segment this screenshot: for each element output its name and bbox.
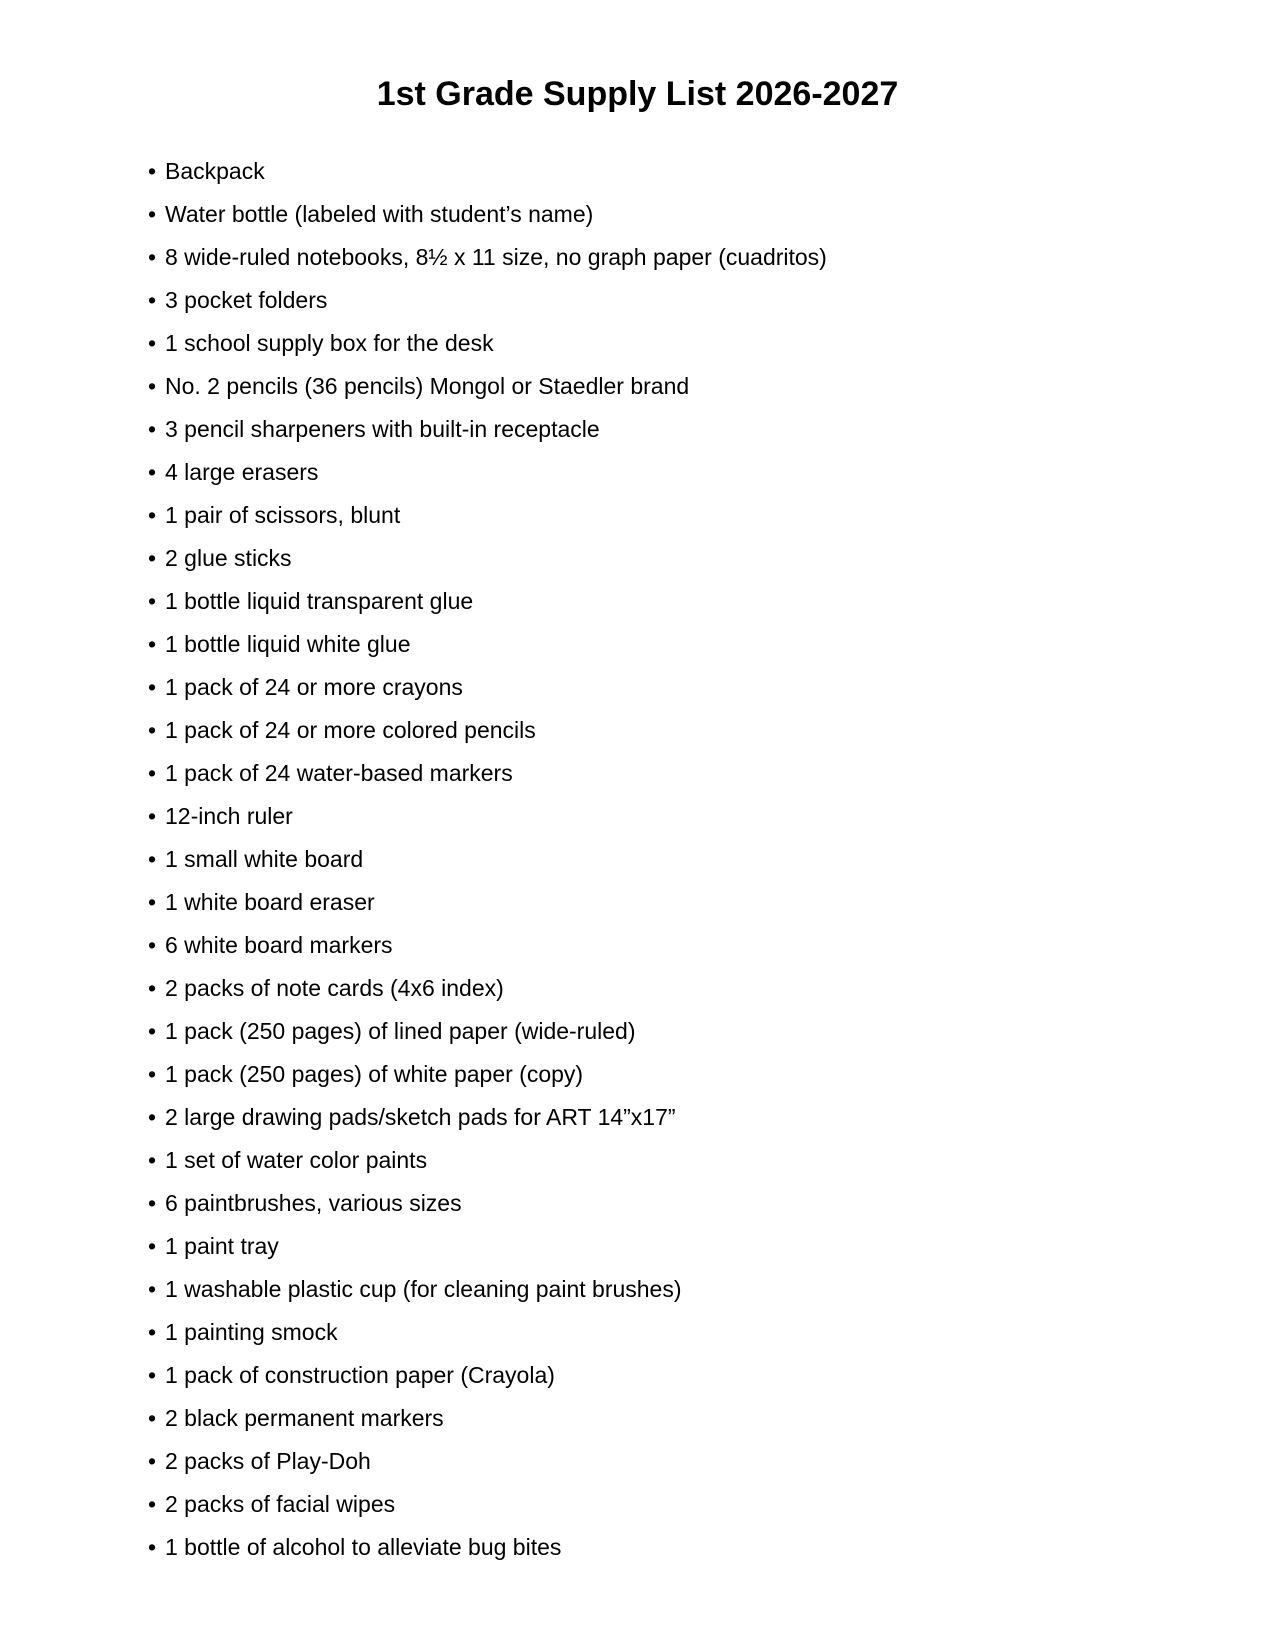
list-item-text: 6 paintbrushes, various sizes [165, 1190, 462, 1216]
list-item [148, 451, 827, 494]
list-item-text: 1 bottle liquid transparent glue [165, 588, 474, 614]
list-item-text: 2 black permanent markers [165, 1405, 444, 1431]
bullet-icon: • [148, 932, 157, 958]
list-item-text: 1 small white board [165, 846, 364, 872]
list-item [148, 795, 827, 838]
list-item-text: 1 pack of 24 or more colored pencils [165, 717, 536, 743]
bullet-icon: • [148, 287, 157, 313]
list-item-text: 1 washable plastic cup (for cleaning paint brushes) [165, 1276, 682, 1302]
list-item-text: Water bottle (labeled with student’s name) [165, 201, 594, 227]
list-item-text: 12-inch ruler [165, 803, 293, 829]
list-item [148, 1225, 827, 1268]
bullet-icon: • [148, 674, 157, 700]
list-item [148, 709, 827, 752]
bullet-icon: • [148, 1362, 157, 1388]
list-item [148, 752, 827, 795]
list-item-text: 1 pack (250 pages) of lined paper (wide-ruled) [165, 1018, 636, 1044]
list-item-text: 1 pack of 24 or more crayons [165, 674, 463, 700]
bullet-icon: • [148, 459, 157, 485]
bullet-icon: • [148, 803, 157, 829]
list-item [148, 1397, 827, 1440]
list-item [148, 279, 827, 322]
bullet-icon: • [148, 975, 157, 1001]
bullet-icon: • [148, 889, 157, 915]
supply-list [148, 150, 827, 1569]
bullet-icon: • [148, 1061, 157, 1087]
list-item [148, 150, 827, 193]
bullet-icon: • [148, 201, 157, 227]
list-item [148, 1010, 827, 1053]
list-item [148, 1096, 827, 1139]
list-item [148, 967, 827, 1010]
list-item [148, 1268, 827, 1311]
list-item [148, 924, 827, 967]
list-item [148, 1354, 827, 1397]
list-item [148, 1053, 827, 1096]
list-item [148, 537, 827, 580]
bullet-icon: • [148, 244, 157, 270]
bullet-icon: • [148, 1319, 157, 1345]
list-item-text: 3 pencil sharpeners with built-in receptacle [165, 416, 600, 442]
list-item-text: 1 pack of 24 water-based markers [165, 760, 513, 786]
list-item [148, 236, 827, 279]
bullet-icon: • [148, 1491, 157, 1517]
bullet-icon: • [148, 1018, 157, 1044]
list-item [148, 1483, 827, 1526]
list-item [148, 838, 827, 881]
bullet-icon: • [148, 1448, 157, 1474]
list-item-text: 1 pack of construction paper (Crayola) [165, 1362, 555, 1388]
bullet-icon: • [148, 1276, 157, 1302]
bullet-icon: • [148, 1405, 157, 1431]
bullet-icon: • [148, 631, 157, 657]
list-item-text: Backpack [165, 158, 265, 184]
bullet-icon: • [148, 760, 157, 786]
list-item [148, 408, 827, 451]
list-item-text: 4 large erasers [165, 459, 319, 485]
list-item-text: 1 bottle liquid white glue [165, 631, 411, 657]
list-item-text: 1 set of water color paints [165, 1147, 428, 1173]
list-item-text: 1 pack (250 pages) of white paper (copy) [165, 1061, 584, 1087]
list-item-text: 1 paint tray [165, 1233, 279, 1259]
list-item-text: 2 packs of Play-Doh [165, 1448, 371, 1474]
list-item [148, 322, 827, 365]
bullet-icon: • [148, 717, 157, 743]
bullet-icon: • [148, 158, 157, 184]
list-item [148, 193, 827, 236]
list-item-text: 8 wide-ruled notebooks, 8½ x 11 size, no graph paper (cuadritos) [165, 244, 827, 270]
list-item [148, 1440, 827, 1483]
list-item-text: 1 bottle of alcohol to alleviate bug bites [165, 1534, 562, 1560]
list-item [148, 580, 827, 623]
list-item [148, 1139, 827, 1182]
bullet-icon: • [148, 846, 157, 872]
bullet-icon: • [148, 1104, 157, 1130]
list-item [148, 1182, 827, 1225]
list-item [148, 1311, 827, 1354]
list-item [148, 365, 827, 408]
list-item [148, 494, 827, 537]
list-item-text: 6 white board markers [165, 932, 393, 958]
list-item-text: 1 school supply box for the desk [165, 330, 494, 356]
list-item-text: 3 pocket folders [165, 287, 328, 313]
list-item-text: 2 large drawing pads/sketch pads for ART 14”x17” [165, 1104, 676, 1130]
list-item-text: 2 packs of note cards (4x6 index) [165, 975, 504, 1001]
bullet-icon: • [148, 1233, 157, 1259]
bullet-icon: • [148, 373, 157, 399]
bullet-icon: • [148, 416, 157, 442]
list-item-text: No. 2 pencils (36 pencils) Mongol or Staedler brand [165, 373, 690, 399]
list-item [148, 881, 827, 924]
list-item-text: 2 glue sticks [165, 545, 292, 571]
bullet-icon: • [148, 1534, 157, 1560]
bullet-icon: • [148, 545, 157, 571]
list-item-text: 2 packs of facial wipes [165, 1491, 396, 1517]
bullet-icon: • [148, 330, 157, 356]
bullet-icon: • [148, 588, 157, 614]
list-item-text: 1 white board eraser [165, 889, 375, 915]
list-item-text: 1 pair of scissors, blunt [165, 502, 401, 528]
bullet-icon: • [148, 1190, 157, 1216]
list-item [148, 666, 827, 709]
page-title: 1st Grade Supply List 2026-2027 [376, 75, 899, 113]
list-item [148, 623, 827, 666]
list-item-text: 1 painting smock [165, 1319, 338, 1345]
bullet-icon: • [148, 502, 157, 528]
bullet-icon: • [148, 1147, 157, 1173]
list-item [148, 1526, 827, 1569]
